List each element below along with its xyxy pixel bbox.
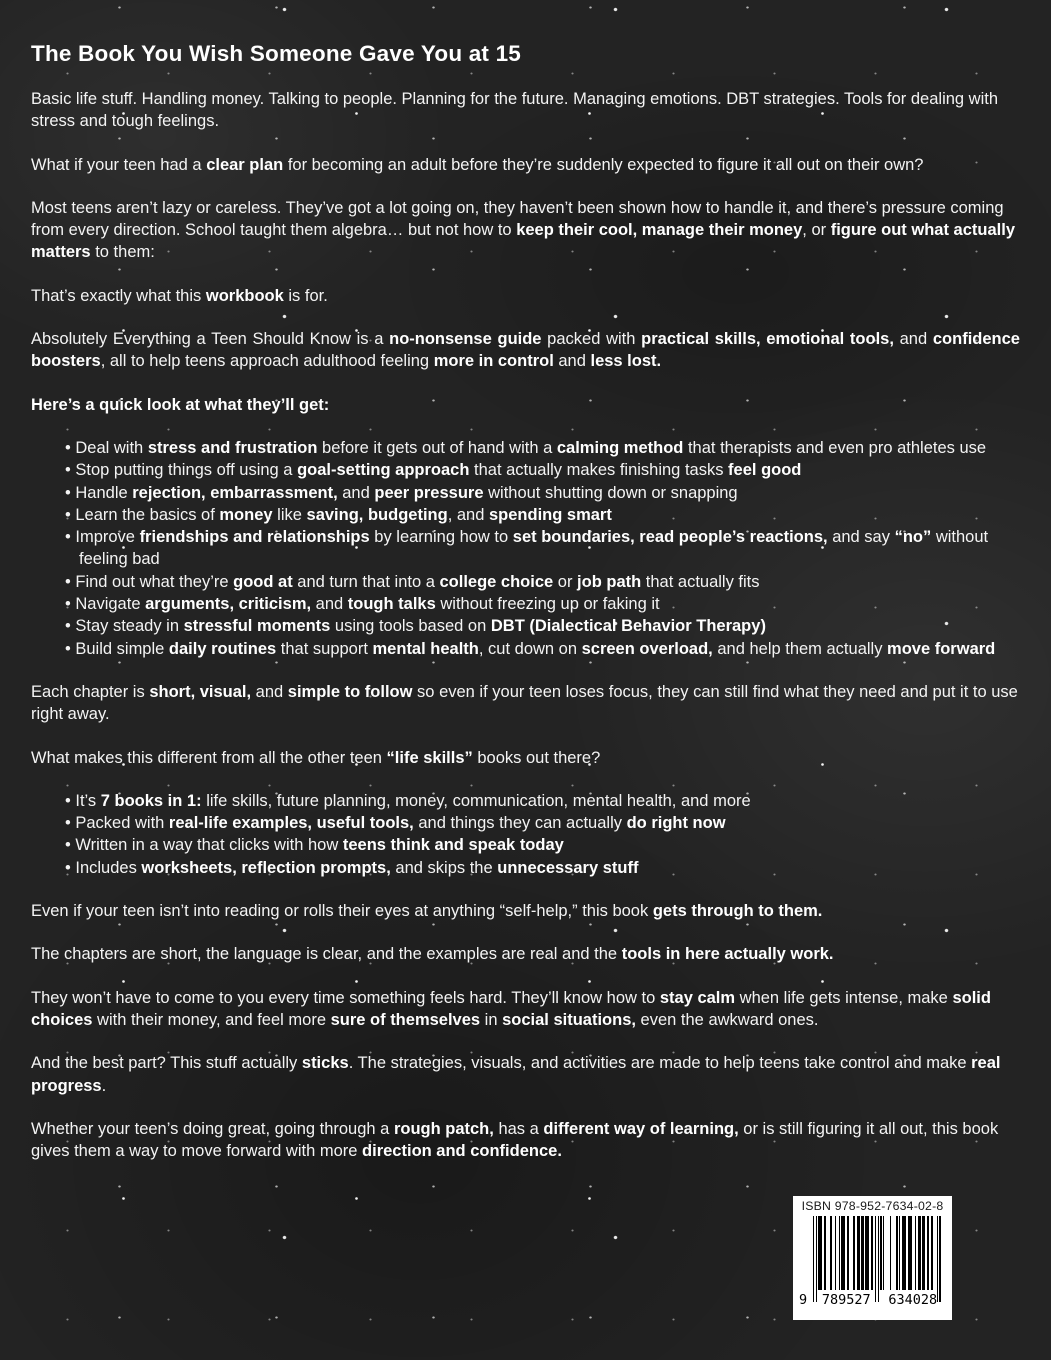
barcode-module bbox=[939, 1216, 940, 1302]
text: without freezing up or faking it bbox=[435, 595, 660, 614]
bold-text: daily routines bbox=[168, 639, 277, 658]
barcode-box bbox=[793, 1196, 952, 1320]
back-cover-text bbox=[31, 40, 1020, 1183]
bullet-item bbox=[65, 593, 1020, 615]
text: , cut down on bbox=[478, 639, 582, 658]
text: and bbox=[251, 682, 288, 701]
text: Whether your teen’s doing great, going through a bbox=[31, 1119, 394, 1138]
bold-text: goal-setting approach bbox=[297, 461, 470, 480]
text: using tools based on bbox=[330, 617, 491, 636]
bold-text: real-life examples, useful tools, bbox=[168, 814, 414, 833]
bullet-icon: • bbox=[65, 438, 76, 457]
bold-text: mental health bbox=[372, 639, 479, 658]
text: or is still figuring it all out, this book gives them a way to move forward with more bbox=[31, 1119, 999, 1161]
text: Even if your teen isn’t into reading or rolls their eyes at anything “self-help,” this book bbox=[31, 902, 653, 921]
bold-text: simple to follow bbox=[287, 682, 413, 701]
text: Includes bbox=[75, 858, 142, 877]
text: before it gets out of hand with a bbox=[317, 438, 557, 457]
bold-text: short, visual, bbox=[149, 682, 252, 701]
bold-text: The Book You Wish Someone Gave You at 15 bbox=[31, 41, 521, 66]
text: Basic life stuff. Handling money. Talking to people. Planning for the future. Managing emotions. DBT strategies. Tools for dealing with stress and tough feelings. bbox=[31, 90, 999, 131]
bold-text: clear plan bbox=[206, 155, 284, 174]
text: and say bbox=[827, 528, 895, 547]
bold-text: do right now bbox=[626, 814, 726, 833]
bold-text: figure out what actually matters bbox=[31, 221, 1015, 262]
barcode-digit-group: 789527 bbox=[821, 1292, 871, 1308]
text: It’s bbox=[75, 791, 101, 810]
text: so even if your teen loses focus, they can still find what they need and put it to use right away. bbox=[31, 682, 1018, 724]
bold-text: unnecessary stuff bbox=[497, 858, 639, 877]
text: and bbox=[311, 595, 348, 614]
text: like bbox=[272, 505, 307, 524]
bold-text: more in control bbox=[433, 352, 554, 371]
text: and help them actually bbox=[712, 639, 888, 658]
text: , or bbox=[802, 221, 831, 240]
text: without feeling bad bbox=[79, 528, 989, 569]
text: and bbox=[553, 352, 591, 371]
text: Find out what they’re bbox=[75, 572, 234, 591]
barcode-digit-group: 9 bbox=[799, 1292, 808, 1308]
bullet-item bbox=[65, 638, 1020, 660]
bullet-item bbox=[65, 482, 1020, 504]
paragraph bbox=[31, 943, 1020, 965]
paragraph bbox=[31, 394, 1020, 416]
bullet-icon: • bbox=[65, 814, 76, 833]
text: Most teens aren’t lazy or careless. They’ve got a lot going on, they haven’t been shown how to handle it, and there’s pressure coming from every direction. School taught them algebra… but not how to bbox=[31, 198, 1004, 240]
barcode-digits bbox=[799, 1292, 946, 1308]
bullet-icon: • bbox=[65, 528, 76, 547]
text: by learning how to bbox=[369, 528, 513, 547]
bold-text: sticks bbox=[301, 1054, 349, 1073]
bold-text: gets through to them. bbox=[652, 902, 823, 921]
paragraph bbox=[31, 197, 1020, 264]
text: to them: bbox=[90, 243, 155, 262]
bold-text: Here’s a quick look at what they’ll get: bbox=[31, 395, 330, 414]
text: Packed with bbox=[75, 814, 169, 833]
bullet-icon: • bbox=[65, 505, 76, 524]
paragraph bbox=[31, 747, 1020, 769]
bold-text: 7 books in 1: bbox=[100, 791, 202, 810]
text: when life gets intense, make bbox=[735, 988, 953, 1007]
bold-text: stay calm bbox=[659, 988, 736, 1007]
bold-text: teens think and speak today bbox=[342, 836, 564, 855]
bold-text: stress and frustration bbox=[147, 438, 318, 457]
bullet-item bbox=[65, 526, 1020, 571]
bullet-icon: • bbox=[65, 858, 76, 877]
barcode-bars bbox=[813, 1216, 946, 1304]
text: and bbox=[337, 483, 375, 502]
bold-text: rough patch, bbox=[393, 1119, 494, 1138]
bullet-icon: • bbox=[65, 483, 76, 502]
paragraph bbox=[31, 88, 1020, 133]
text: . bbox=[101, 1076, 107, 1095]
bold-text: tough talks bbox=[347, 595, 436, 614]
bold-text: college choice bbox=[439, 572, 554, 591]
bold-text: workbook bbox=[205, 286, 284, 305]
bold-text: real progress bbox=[31, 1054, 1001, 1095]
text: Stop putting things off using a bbox=[75, 461, 298, 480]
bold-text: confidence boosters bbox=[31, 330, 1020, 371]
text: with their money, and feel more bbox=[92, 1010, 331, 1029]
text: and things they can actually bbox=[413, 814, 627, 833]
paragraph bbox=[31, 1118, 1020, 1163]
text: , and bbox=[447, 505, 489, 524]
bullet-item bbox=[65, 615, 1020, 637]
bold-text: tools in here actually work. bbox=[621, 945, 834, 964]
paragraph bbox=[31, 900, 1020, 922]
text: in bbox=[480, 1010, 503, 1029]
bold-text: keep their cool, manage their money bbox=[516, 221, 803, 240]
bullet-list bbox=[31, 790, 1020, 879]
bold-text: spending smart bbox=[488, 505, 612, 524]
text: That’s exactly what this bbox=[31, 286, 206, 305]
bold-text: direction and confidence. bbox=[362, 1142, 562, 1161]
bullet-icon: • bbox=[65, 572, 76, 591]
bold-text: solid choices bbox=[31, 988, 991, 1029]
bold-text: less lost. bbox=[590, 352, 662, 371]
text: or bbox=[553, 572, 578, 591]
bold-text: “no” bbox=[894, 528, 932, 547]
bold-text: “life skills” bbox=[386, 748, 473, 767]
text: They won’t have to come to you every time something feels hard. They’ll know how to bbox=[31, 988, 660, 1007]
bold-text: screen overload, bbox=[581, 639, 713, 658]
barcode-digit-group: 634028 bbox=[888, 1292, 938, 1308]
bold-text: friendships and relationships bbox=[139, 528, 370, 547]
text: that therapists and even pro athletes use bbox=[683, 438, 987, 457]
text: has a bbox=[493, 1119, 544, 1138]
text: for becoming an adult before they’re suddenly expected to figure it all out on their own? bbox=[283, 155, 924, 174]
text: that support bbox=[276, 639, 373, 658]
text: and bbox=[893, 330, 933, 349]
text: What if your teen had a bbox=[31, 155, 207, 174]
bullet-item bbox=[65, 812, 1020, 834]
bold-text: social situations, bbox=[502, 1010, 636, 1029]
bold-text: rejection, embarrassment, bbox=[132, 483, 338, 502]
text: What makes this different from all the other teen bbox=[31, 748, 387, 767]
bullet-list bbox=[31, 437, 1020, 660]
text: that actually makes finishing tasks bbox=[469, 461, 729, 480]
bullet-item bbox=[65, 834, 1020, 856]
text: and skips the bbox=[390, 858, 498, 877]
bullet-item bbox=[65, 504, 1020, 526]
bullet-icon: • bbox=[65, 461, 76, 480]
bold-text: different way of learning, bbox=[543, 1119, 739, 1138]
bullet-icon: • bbox=[65, 595, 76, 614]
bold-text: saving, budgeting bbox=[306, 505, 448, 524]
paragraph bbox=[31, 285, 1020, 307]
text: even the awkward ones. bbox=[635, 1010, 819, 1029]
bullet-item bbox=[65, 790, 1020, 812]
bullet-item bbox=[65, 571, 1020, 593]
text: without shutting down or snapping bbox=[483, 483, 738, 502]
text: . The strategies, visuals, and activities are made to help teens take control and make bbox=[348, 1054, 972, 1073]
bold-text: worksheets, reflection prompts, bbox=[141, 858, 391, 877]
bold-text: feel good bbox=[728, 461, 802, 480]
text: Written in a way that clicks with how bbox=[75, 836, 343, 855]
paragraph bbox=[31, 1052, 1020, 1097]
paragraph bbox=[31, 154, 1020, 176]
paragraph bbox=[31, 987, 1020, 1032]
bold-text: practical skills, emotional tools, bbox=[641, 330, 894, 349]
text: books out there? bbox=[472, 748, 601, 767]
text: Handle bbox=[75, 483, 133, 502]
text: and turn that into a bbox=[292, 572, 440, 591]
isbn-label: ISBN 978-952-7634-02-8 bbox=[801, 1199, 944, 1213]
text: packed with bbox=[541, 330, 642, 349]
text: Deal with bbox=[75, 438, 148, 457]
text: Build simple bbox=[75, 639, 169, 658]
text: And the best part? This stuff actually bbox=[31, 1054, 302, 1073]
text: Stay steady in bbox=[75, 617, 184, 636]
text: Navigate bbox=[75, 595, 146, 614]
text: that actually fits bbox=[641, 572, 760, 591]
text: is for. bbox=[283, 286, 328, 305]
bold-text: move forward bbox=[887, 639, 996, 658]
bullet-item bbox=[65, 459, 1020, 481]
bullet-icon: • bbox=[65, 639, 76, 658]
text: Each chapter is bbox=[31, 682, 150, 701]
bold-text: no-nonsense guide bbox=[389, 330, 542, 349]
bold-text: arguments, criticism, bbox=[145, 595, 312, 614]
bold-text: set boundaries, read people’s reactions, bbox=[512, 528, 828, 547]
bold-text: stressful moments bbox=[183, 617, 331, 636]
bold-text: DBT (Dialectical Behavior Therapy) bbox=[490, 617, 766, 636]
bold-text: good at bbox=[233, 572, 293, 591]
bullet-item bbox=[65, 857, 1020, 879]
bullet-icon: • bbox=[65, 791, 76, 810]
text: life skills, future planning, money, communication, mental health, and more bbox=[201, 791, 751, 810]
text: Absolutely Everything a Teen Should Know is a bbox=[31, 330, 390, 349]
page-title bbox=[31, 40, 1020, 67]
bold-text: sure of themselves bbox=[330, 1010, 481, 1029]
bold-text: calming method bbox=[556, 438, 684, 457]
text: The chapters are short, the language is clear, and the examples are real and the bbox=[31, 945, 622, 964]
bold-text: money bbox=[219, 505, 273, 524]
bold-text: peer pressure bbox=[374, 483, 484, 502]
paragraph bbox=[31, 681, 1020, 726]
bullet-icon: • bbox=[65, 836, 76, 855]
bullet-item bbox=[65, 437, 1020, 459]
text: , all to help teens approach adulthood feeling bbox=[100, 352, 434, 371]
bullet-icon: • bbox=[65, 617, 76, 636]
paragraph bbox=[31, 328, 1020, 373]
text: Improve bbox=[75, 528, 140, 547]
text: Learn the basics of bbox=[75, 505, 220, 524]
bold-text: job path bbox=[577, 572, 642, 591]
